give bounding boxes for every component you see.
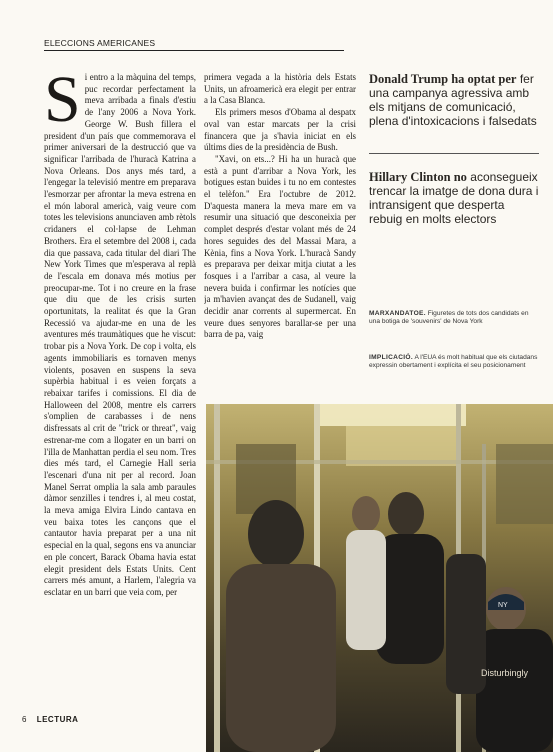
pull-quote-trump xyxy=(369,72,539,128)
magazine-name: LECTURA xyxy=(36,715,79,724)
page-number: 6 xyxy=(22,715,27,724)
caption-souvenirs xyxy=(369,310,539,327)
caption-label: IMPLICACIÓ. xyxy=(369,354,413,361)
caption-label: MARXANDATOE. xyxy=(369,310,426,317)
pull-quote-lead: Hillary Clinton no xyxy=(369,170,467,184)
caption-implicacio xyxy=(369,354,539,371)
section-title: ELECCIONS AMERICANES xyxy=(44,38,344,51)
article-column-2 xyxy=(204,72,356,390)
pull-quote-text: aconsegueix trencar la imatge de dona dura i intransigent que desperta rebuig en molts electors xyxy=(369,170,539,226)
drop-cap: S xyxy=(44,72,81,136)
article-column-1 xyxy=(44,72,196,672)
article-paragraph: i entro a la màquina del temps, puc recordar perfectament la meva arribada a finals d'estiu de l'any 2006 a Nova York. George W. Bush fillera el president d'un país que commemorava el primer aniversari de la destrucció que va significar l'arribada de l'huracà Katrina a Nova Orleans. Dos anys més tard, a l'engegar la televisió mentre em preparava l'esmorzar per afrontar la meva estrena en el món laboral americà, vaig veure com totes les televisions anunciaven amb rètols cridaners el col·lapse de Lehman Brothers. Era el setembre del 2008 i, cada dia que passava, cada titular del diari The New York Times que m'esperava al replà de l'escala em donava més motius per preocupar-me. Tot i no creure en la frase que diu que de les crisis surten oportunitats, la realitat és que la Gran Recessió va ajudar-me en una de les aventures més traumàtiques que he viscut: trobar pis a Nova York. De cop i volta, els agents immobiliaris es tornaven menys violents, posaven en suspens la seva supèrbia habitual i es veien forçats a rebaixar tarifes i comissions. El dia de Halloween del 2008, mentre els carrers s'omplien de carabasses i de nens disfressats al crit de "trick or threat", vaig estrenar-me com a llogater en un barri on l'illa de Manhattan perdia el seu nom. Tres dies més tard, el Carnegie Hall seria l'escenari d'una nit per al record. Joan Manel Serrat omplia la sala amb paraules dàmor senzilles i tendres i, al meu costat, la meva amiga Elvira Lindo cantava en veu baixa totes les cançons que el cantautor havia preparat per a una nit especial en la qual, segons ens va anunciar en ple concert, Barack Obama havia estat elegit president dels Estats Units. Cent carrers més amunt, a Harlem, l'alegria va esclatar en un barri que veia com, per xyxy=(44,72,196,597)
shirt-print: Disturbingly xyxy=(481,668,529,678)
pull-quote-text: fer una campanya agressiva amb els mitjans de comunicació, plena d'intoxicacions i falsedats xyxy=(369,72,537,128)
page-footer xyxy=(22,715,78,724)
caption-text: A l'EUA és molt habitual que els ciutadans expressin obertament i explícita el seu posicionament xyxy=(369,354,538,370)
cap-logo: NY xyxy=(498,602,508,609)
subway-scene-illustration xyxy=(206,404,553,752)
pull-quote-clinton xyxy=(369,170,539,226)
article-paragraph: primera vegada a la història dels Estats Units, un afroamericà era elegit per entrar a la Casa Blanca. xyxy=(204,72,356,106)
divider xyxy=(369,153,539,154)
caption-text: Figuretes de tots dos candidats en una botiga de 'souvenirs' de Nova York xyxy=(369,310,529,326)
article-paragraph: Els primers mesos d'Obama al despatx oval van estar marcats per la crisi financera que ja s'havia iniciat en els últims dies de la presidència de Bush. xyxy=(204,107,356,153)
pull-quote-lead: Donald Trump ha optat per xyxy=(369,72,517,86)
article-paragraph: "Xavi, on ets...? Hi ha un huracà que està a punt d'arribar a Nova York, les botigues estan buides i tu no em contestes el telèfon." Era l'octubre de 2012. D'aquesta manera la meva mare em va resumir una situació que desconeixia per complet després d'estar volant més de 24 hores seguides des del Massai Mara, a Kènia, fins a Nova York. L'huracà Sandy es preparava per deixar mitja ciutat a les fosques i a l'arribar a casa, al veure la nevera buida i confirmar les notícies que ja m'havien avançat des de Sudanell, vaig decidir anar corrents al supermercat. En veure dues senyores barallar-se per una barra de pa, vaig xyxy=(204,153,356,340)
subway-photo xyxy=(206,404,553,752)
